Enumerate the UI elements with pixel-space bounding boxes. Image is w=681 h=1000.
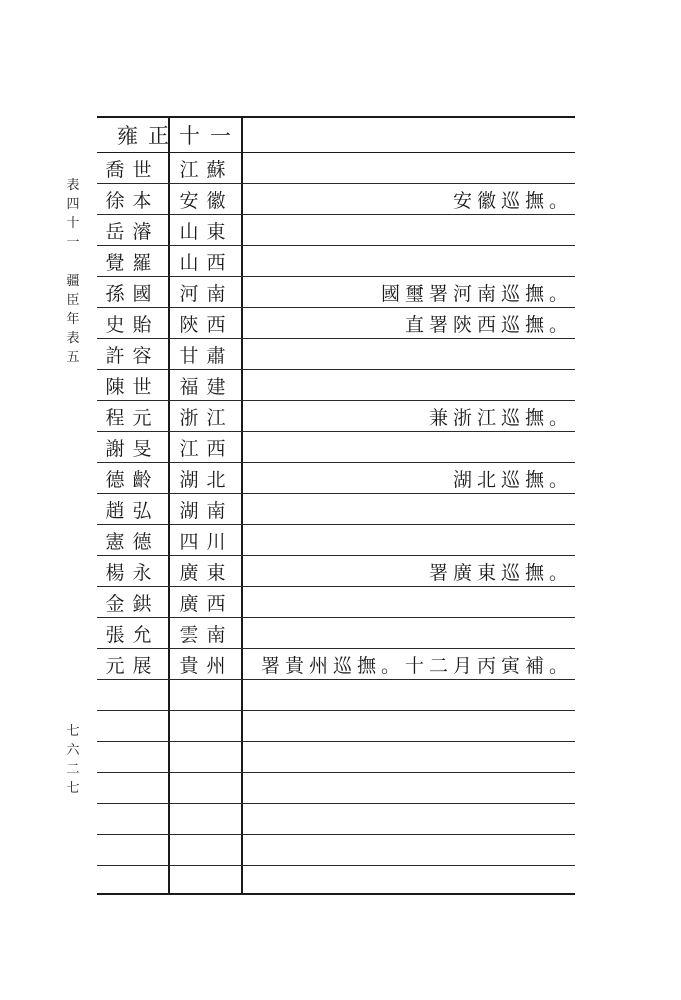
section-label <box>64 176 82 252</box>
empty-row <box>97 680 575 711</box>
table-row <box>97 432 575 463</box>
province-name: 廣西 <box>179 592 234 615</box>
table-row <box>97 494 575 525</box>
margin-char: 五 <box>66 350 80 365</box>
table-row <box>97 153 575 184</box>
province-name: 廣東 <box>179 561 234 584</box>
appointment-note <box>243 215 575 245</box>
province-name: 浙江 <box>179 406 234 429</box>
governor-name: 史貽 <box>105 313 160 336</box>
empty-row <box>97 835 575 866</box>
table-title <box>64 272 82 367</box>
governor-name: 喬世 <box>105 158 160 181</box>
margin-char: 一 <box>66 235 80 250</box>
table-row <box>97 246 575 277</box>
table-row <box>97 370 575 401</box>
table-row <box>97 308 575 339</box>
province-name: 湖南 <box>179 499 234 522</box>
appointment-note: 國璽署河南巡撫。 <box>380 282 573 305</box>
appointment-note <box>243 153 575 183</box>
empty-row <box>97 711 575 742</box>
governor-name: 許容 <box>105 344 160 367</box>
table-row <box>97 618 575 649</box>
empty-row <box>97 804 575 835</box>
table-row <box>97 277 575 308</box>
appointment-note <box>243 494 575 524</box>
province-name: 陝西 <box>179 313 234 336</box>
empty-row <box>97 773 575 804</box>
table-row <box>97 587 575 618</box>
table-row <box>97 463 575 494</box>
table-row <box>97 184 575 215</box>
province-name: 湖北 <box>179 468 234 491</box>
governor-name: 覺羅 <box>105 251 160 274</box>
table-row <box>97 215 575 246</box>
appointment-note: 湖北巡撫。 <box>452 468 573 491</box>
margin-char: 七 <box>66 724 80 739</box>
province-name: 雲南 <box>179 623 234 646</box>
governor-name: 元展 <box>105 654 160 677</box>
governor-name: 岳濬 <box>105 220 160 243</box>
margin-char: 二 <box>66 762 80 777</box>
province-name: 四川 <box>179 530 234 553</box>
empty-row <box>97 742 575 773</box>
margin-char: 四 <box>66 197 80 212</box>
table-row <box>97 556 575 587</box>
reign-year-heading: 雍正十一 <box>117 124 241 148</box>
appointment-note: 署貴州巡撫。十二月丙寅補。 <box>260 654 573 677</box>
governor-name: 陳世 <box>105 375 160 398</box>
governor-name: 楊永 <box>105 561 160 584</box>
appointment-note <box>243 432 575 462</box>
appointment-note <box>243 525 575 555</box>
table-row <box>97 525 575 556</box>
governor-name: 張允 <box>105 623 160 646</box>
appointment-note <box>243 618 575 648</box>
governor-name: 德齡 <box>105 468 160 491</box>
appointment-note: 安徽巡撫。 <box>452 189 573 212</box>
table-row <box>97 649 575 680</box>
page-number <box>64 722 82 798</box>
header-row <box>97 118 575 153</box>
province-name: 福建 <box>179 375 234 398</box>
governor-name: 徐本 <box>105 189 160 212</box>
appointment-note <box>243 246 575 276</box>
governor-name: 謝旻 <box>105 437 160 460</box>
province-name: 貴州 <box>179 654 234 677</box>
province-name: 山東 <box>179 220 234 243</box>
appointment-note <box>243 370 575 400</box>
appointment-note: 署廣東巡撫。 <box>428 561 573 584</box>
province-name: 甘肅 <box>179 344 234 367</box>
province-name: 江蘇 <box>179 158 234 181</box>
margin-char: 表 <box>66 178 80 193</box>
margin-char: 表 <box>66 331 80 346</box>
margin-char: 疆 <box>66 274 80 289</box>
bottom-rule <box>97 893 575 895</box>
margin-char: 十 <box>66 216 80 231</box>
margin-char: 七 <box>66 781 80 796</box>
governor-name: 趙弘 <box>105 499 160 522</box>
governor-name: 程元 <box>105 406 160 429</box>
appointment-note: 直署陝西巡撫。 <box>404 313 573 336</box>
governor-name: 憲德 <box>105 530 160 553</box>
table-row <box>97 401 575 432</box>
margin-char: 臣 <box>66 293 80 308</box>
province-name: 山西 <box>179 251 234 274</box>
appointment-note <box>243 587 575 617</box>
governor-name: 孫國 <box>105 282 160 305</box>
governor-name: 金鉷 <box>105 592 160 615</box>
appointment-note: 兼浙江巡撫。 <box>428 406 573 429</box>
margin-char: 年 <box>66 312 80 327</box>
province-name: 河南 <box>179 282 234 305</box>
appointment-note <box>243 339 575 369</box>
margin-char: 六 <box>66 743 80 758</box>
table-row <box>97 339 575 370</box>
province-name: 安徽 <box>179 189 234 212</box>
province-name: 江西 <box>179 437 234 460</box>
